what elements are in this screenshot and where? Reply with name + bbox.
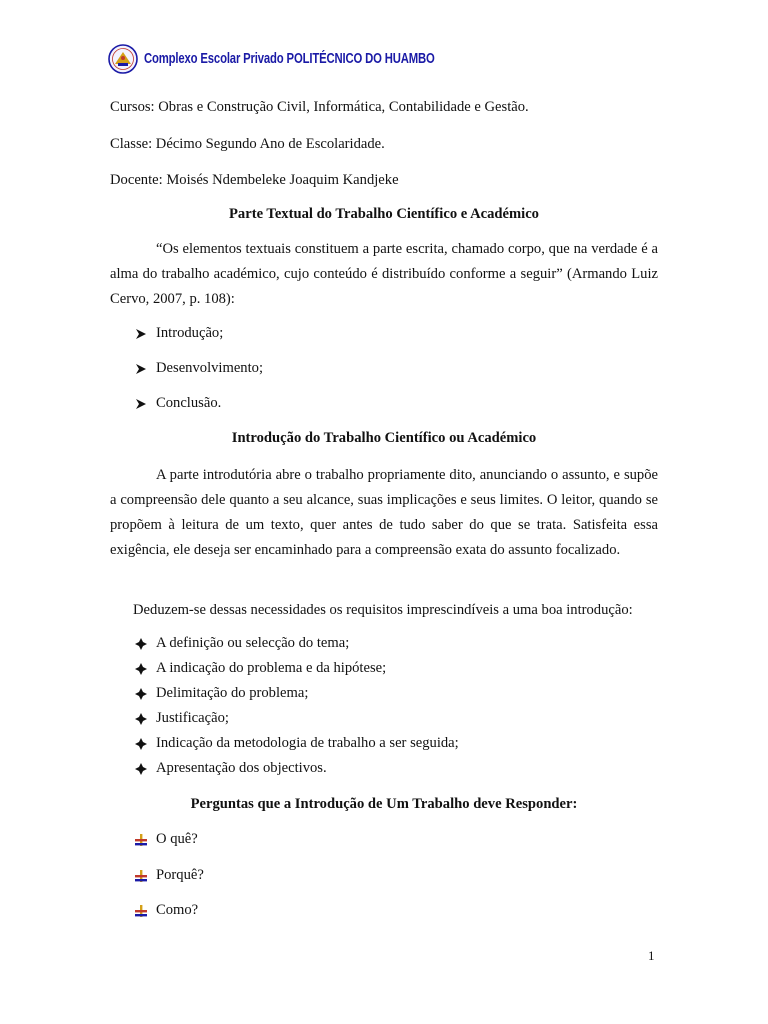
list-item	[133, 710, 229, 727]
list-item-label: O quê?	[156, 831, 198, 847]
list-item	[133, 867, 204, 884]
introduction-text: A parte introdutória abre o trabalho propriamente dito, anunciando o assunto, e supõe a compreensão dele quanto a seu alcance, suas implicações e seus limites. O leitor, quando se propõem à leitura de um texto, quer antes de tudo saber do que se trata. Satisfeita essa exigência, ele deseja ser encaminhado para a compreensão exata do assunto focalizado.	[110, 467, 658, 558]
list-item-label: A indicação do problema e da hipótese;	[156, 660, 387, 676]
list-item	[133, 635, 349, 652]
class-line: Classe: Décimo Segundo Ano de Escolaridade.	[110, 136, 385, 152]
list-item	[133, 735, 459, 752]
school-name: Complexo Escolar Privado POLITÉCNICO DO HUAMBO	[144, 51, 435, 67]
list-item	[133, 660, 386, 677]
diamond-bullet-icon	[133, 686, 149, 702]
diamond-bullet-icon	[133, 761, 149, 777]
diamond-bullet-icon	[133, 636, 149, 652]
list-item-label: Apresentação dos objectivos.	[156, 760, 327, 776]
list-item-label: A definição ou selecção do tema;	[156, 635, 350, 651]
section-title-textual-part: Parte Textual do Trabalho Científico e Académico	[229, 206, 539, 222]
arrow-bullet-icon	[133, 361, 149, 377]
diamond-bullet-icon	[133, 711, 149, 727]
cross-bullet-icon	[133, 903, 149, 919]
list-item	[133, 902, 198, 919]
cross-bullet-icon	[133, 832, 149, 848]
list-item	[133, 325, 223, 342]
introduction-paragraph	[110, 463, 658, 563]
list-item-label: Conclusão.	[156, 395, 222, 411]
list-item-label: Justificação;	[156, 710, 229, 726]
section-title-questions: Perguntas que a Introdução de Um Trabalho deve Responder:	[190, 796, 578, 812]
teacher-line: Docente: Moisés Ndembeleke Joaquim Kandjeke	[110, 172, 399, 188]
page-number: 1	[648, 948, 655, 963]
list-item	[133, 395, 221, 412]
list-item-label: Indicação da metodologia de trabalho a ser seguida;	[156, 735, 459, 751]
list-item-label: Desenvolvimento;	[156, 360, 264, 376]
diamond-bullet-icon	[133, 736, 149, 752]
list-item-label: Introdução;	[156, 325, 224, 341]
section-title-introduction: Introdução do Trabalho Científico ou Académico	[231, 430, 537, 446]
requirements-lead: Deduzem-se dessas necessidades os requisitos imprescindíveis a uma boa introdução:	[133, 602, 633, 618]
list-item	[133, 831, 198, 848]
list-item	[133, 760, 327, 777]
list-item	[133, 360, 263, 377]
cross-bullet-icon	[133, 868, 149, 884]
list-item-label: Porquê?	[156, 867, 204, 883]
school-logo-icon	[108, 44, 138, 74]
list-item	[133, 685, 308, 702]
list-item-label: Como?	[156, 902, 199, 918]
quote-text: “Os elementos textuais constituem a parte escrita, chamado corpo, que na verdade é a alma do trabalho académico, cujo conteúdo é distribuído conforme a seguir” (Armando Luiz Cervo, 2007, p. 108):	[110, 241, 658, 307]
list-item-label: Delimitação do problema;	[156, 685, 309, 701]
courses-line: Cursos: Obras e Construção Civil, Informática, Contabilidade e Gestão.	[110, 99, 529, 115]
quote-paragraph	[110, 237, 658, 312]
arrow-bullet-icon	[133, 396, 149, 412]
document-header	[108, 42, 517, 76]
diamond-bullet-icon	[133, 661, 149, 677]
arrow-bullet-icon	[133, 326, 149, 342]
